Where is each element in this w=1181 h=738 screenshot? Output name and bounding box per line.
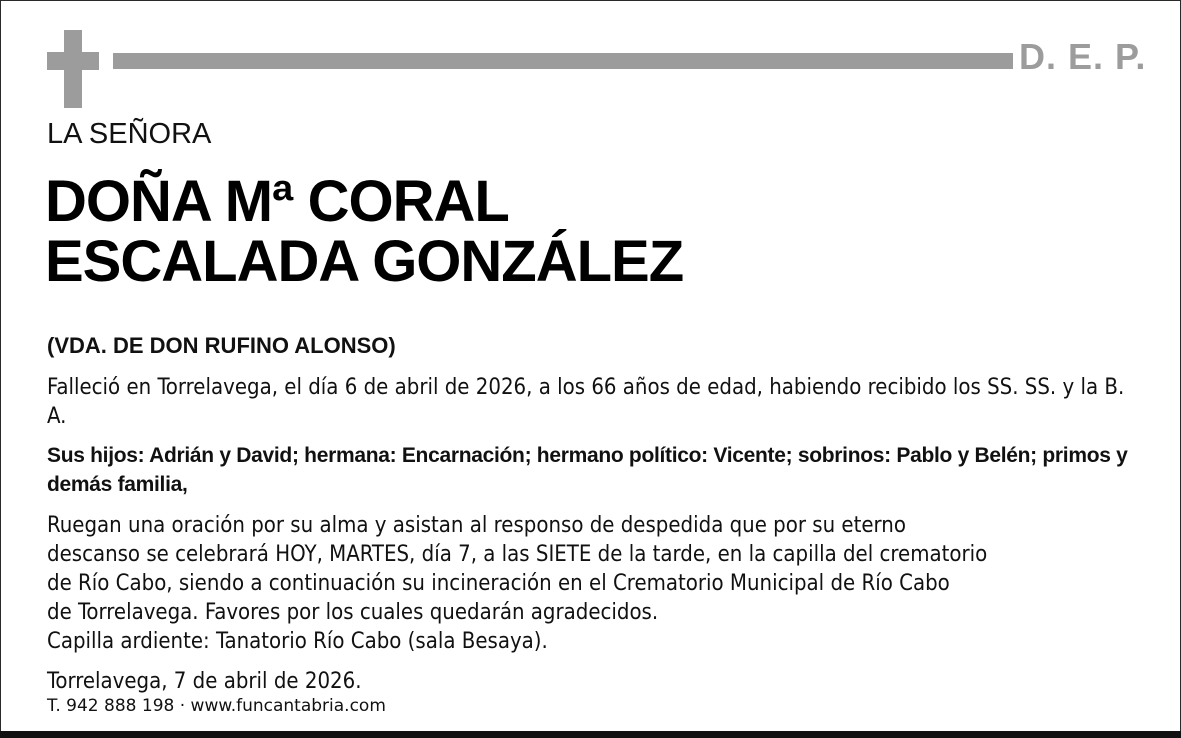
service-line: de Río Cabo, siendo a continuación su incineración en el Crematorio Municipal de Río Cabo (47, 571, 950, 596)
service-line: descanso se celebrará HOY, MARTES, día 7, a las SIETE de la tarde, en la capilla del crematorio (47, 542, 988, 567)
service-line: Ruegan una oración por su alma y asistan al responso de despedida que por su eterno (47, 513, 906, 538)
dep-mark: D. E. P. (1019, 36, 1147, 77)
name-line-1: DOÑA Mª CORAL (45, 169, 509, 234)
widow-of: (VDA. DE DON RUFINO ALONSO) (47, 333, 396, 358)
family-list: Sus hijos: Adrián y David; hermana: Encarnación; hermano político: Vicente; sobrinos: Pablo y Belén; primos y demás familia, (47, 444, 1128, 496)
name-line-2: ESCALADA GONZÁLEZ (45, 229, 684, 294)
deceased-name (45, 169, 684, 294)
service-line: Capilla ardiente: Tanatorio Río Cabo (sala Besaya). (47, 629, 548, 654)
death-statement: Falleció en Torrelavega, el día 6 de abril de 2026, a los 66 años de edad, habiendo recibido los SS. SS. y la B. A. (47, 375, 1125, 429)
service-line: de Torrelavega. Favores por los cuales quedarán agradecidos. (47, 600, 659, 625)
cross-icon (47, 30, 99, 108)
service-details (47, 511, 1139, 656)
place-date: Torrelavega, 7 de abril de 2026. (47, 669, 362, 694)
contact-line: T. 942 888 198 · www.funcantabria.com (47, 696, 386, 716)
honorific: LA SEÑORA (47, 118, 212, 150)
header-rule (113, 53, 1013, 69)
bottom-rule (0, 731, 1181, 738)
